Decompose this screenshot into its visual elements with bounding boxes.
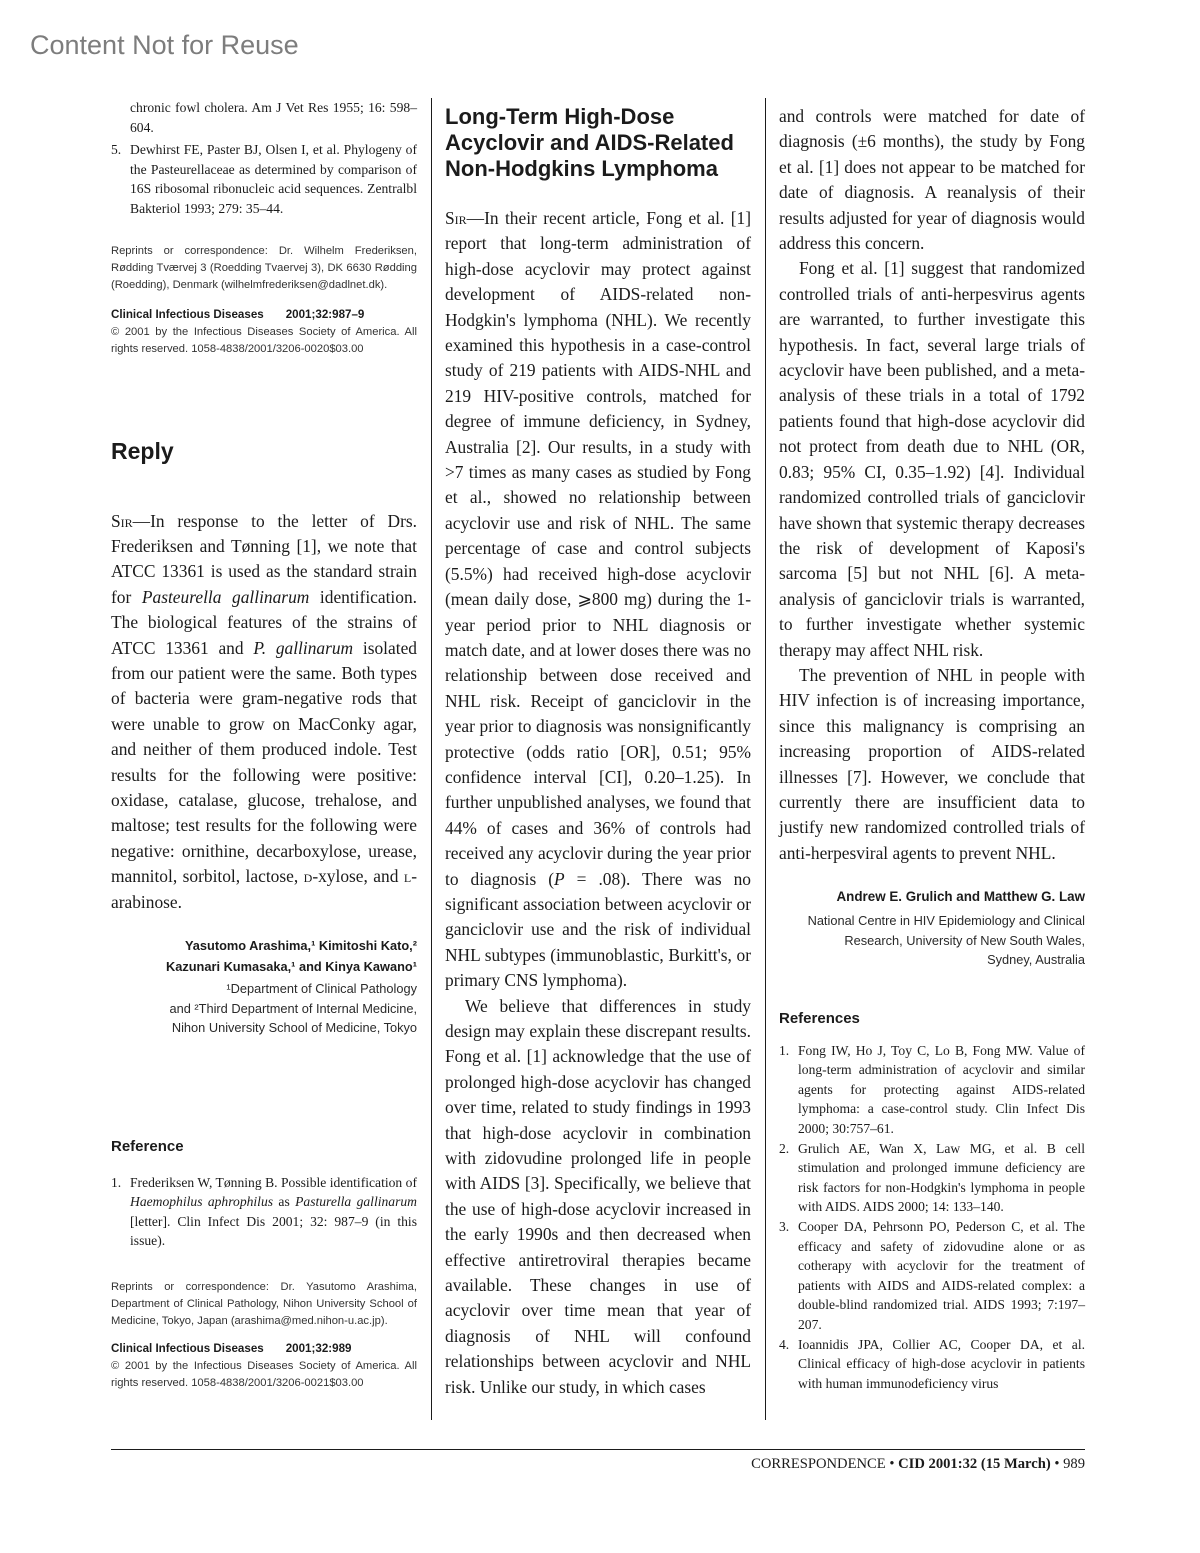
article-reference: 1. Fong IW, Ho J, Toy C, Lo B, Fong MW. Value of long-term administration of acyclovir and similar agents for protecting against AIDS-related lymphoma: a case-control study. Clin Infect Dis 2000; 30:757–61. <box>779 1042 1085 1137</box>
article-affiliation-line-3: Sydney, Australia <box>987 952 1085 968</box>
footer-page-number: 989 <box>1063 1456 1085 1472</box>
article-paragraph-1: Sir—In their recent article, Fong et al. [1] report that long-term administration of high-dose acyclovir may protect against development of AIDS-related non-Hodgkin's lymphoma (NHL). We recently examined this hypothesis in a case-control study of 219 patients with AIDS-NHL and 219 HIV-positive controls, matched for degree of immune deficiency, in Sydney, Australia [2]. Our results, in a study with >7 times as many cases as studied by Fong et al., showed no relationship between acyclovir use and risk of NHL. The same percentage of case and control subjects (5.5%) had received high-dose acyclovir (mean daily dose, ⩾800 mg) during the 1-year period prior to NHL diagnosis or match date, and at lower doses there was no relationship between dose received and NHL risk. Receipt of ganciclovir in the year prior to diagnosis was nonsignificantly protective (odds ratio [OR], 0.51; 95% confidence interval [CI], 0.20–1.25). In further unpublished analyses, we found that 44% of cases and 36% of controls had received any acyclovir during the year prior to diagnosis (P = .08). There was no significant association between acyclovir or ganciclovir use and the risk of individual NHL subtypes (immunoblastic, Burkitt's, or primary CNS lymphoma). <box>445 208 752 991</box>
article-affiliation-line-1: National Centre in HIV Epidemiology and Clinical <box>807 913 1085 929</box>
reply-affiliation-line-1: ¹Department of Clinical Pathology <box>226 981 417 997</box>
copyright-1: © 2001 by the Infectious Diseases Society of America. All rights reserved. 1058-4838/2001/3206-0020$03.00 <box>111 325 417 355</box>
column-rule-right <box>765 98 766 1420</box>
footer-rule <box>111 1449 1085 1450</box>
footer-date: (15 March) <box>980 1456 1051 1472</box>
article-reference: 4. Ioannidis JPA, Collier AC, Cooper DA, et al. Clinical efficacy of high-dose acyclovir in patients with human immunodeficiency virus <box>779 1336 1085 1391</box>
footer-journal: CID 2001:32 <box>898 1456 978 1472</box>
watermark: Content Not for Reuse <box>30 30 299 60</box>
reply-reference-list <box>111 1173 417 1251</box>
previous-reference-list <box>111 98 417 219</box>
journal-line-2: Clinical Infectious Diseases 2001;32:989 <box>111 1341 352 1355</box>
reply-affiliation-line-3: Nihon University School of Medicine, Tokyo <box>171 1020 417 1036</box>
article-reference: 3. Cooper DA, Pehrsonn PO, Pederson C, et al. The efficacy and safety of zidovudine alone or as cotherapy with acyclovir for the treatment of patients with AIDS and AIDS-related complex: a double-blind randomized trial. AIDS 1993; 7:197–207. <box>779 1219 1085 1332</box>
footer-separator: • <box>1054 1456 1060 1472</box>
column-3 <box>779 98 1085 1393</box>
reply-heading: Reply <box>111 437 174 464</box>
references-heading: References <box>779 1009 860 1027</box>
footer-section: CORRESPONDENCE <box>751 1456 886 1472</box>
article-paragraph-4: The prevention of NHL in people with HIV infection is of increasing importance, since this malignancy is comprising an increasing proportion of AIDS-related illnesses [7]. However, we conclude that currently there are insufficient data to justify new randomized controlled trials of anti-herpesviral agents to prevent NHL. <box>779 664 1085 863</box>
article-affiliation-line-2: Research, University of New South Wales, <box>844 932 1085 948</box>
reference-heading: Reference <box>111 1137 184 1155</box>
article-reference: 2. Grulich AE, Wan X, Law MG, et al. B cell stimulation and prolonged immune deficiency are risk factors for non-Hodgkin's lymphoma in people with AIDS. AIDS 2000; 14: 133–140. <box>779 1140 1085 1215</box>
reply-affiliation-line-2: and ²Third Department of Internal Medicine, <box>169 1000 417 1016</box>
article-title: Long-Term High-Dose Acyclovir and AIDS-Related Non-Hodgkins Lymphoma <box>445 104 734 181</box>
article-paragraph-3: Fong et al. [1] suggest that randomized controlled trials of anti-herpesvirus agents are warranted, to further investigate this hypothesis. In fact, several large trials of acyclovir have been published, and a meta-analysis of these trials in a total of 1792 patients found that high-dose acyclovir did not protect from death due to NHL (OR, 0.83; 95% CI, 0.35–1.92) [4]. Individual randomized controlled trials of ganciclovir have shown that systemic therapy decreases the risk of development of Kaposi's sarcoma [5] but not NHL [6]. A meta-analysis of ganciclovir trials is warranted, to further investigate whether systemic therapy may affect NHL risk. <box>779 258 1085 660</box>
reply-authors-line-1: Yasutomo Arashima,¹ Kimitoshi Kato,² <box>184 938 417 954</box>
journal-line-1: Clinical Infectious Diseases 2001;32:987–9 <box>111 307 365 321</box>
page-footer <box>751 1456 1085 1473</box>
article-reference-list <box>779 1041 1085 1394</box>
column-rule-left <box>431 98 432 1420</box>
article-authors: Andrew E. Grulich and Matthew G. Law <box>836 889 1085 905</box>
previous-reference-5: 5. Dewhirst FE, Paster BJ, Olsen I, et al. Phylogeny of the Pasteurellaceae as determined by comparison of 16S ribosomal ribonucleic acid sequences. Zentralbl Bakteriol 1993; 279: 35–44. <box>111 142 417 216</box>
reprints-note-2: Reprints or correspondence: Dr. Yasutomo Arashima, Department of Clinical Pathology, Nihon University School of Medicine, Tokyo, Japan (arashima@med.nihon-u.ac.jp). <box>111 1280 417 1327</box>
column-2 <box>445 98 751 1400</box>
article-paragraph-continued: and controls were matched for date of diagnosis (±6 months), the study by Fong et al. [1] does not appear to be matched for date of diagnosis. A reanalysis of their results adjusted for year of diagnosis would address this concern. <box>779 106 1085 254</box>
reply-authors-line-2: Kazunari Kumasaka,¹ and Kinya Kawano¹ <box>165 959 417 975</box>
reply-body: Sir—In response to the letter of Drs. Frederiksen and Tønning [1], we note that ATCC 13361 is used as the standard strain for Pasteurella gallinarum identification. The biological features of the strains of ATCC 13361 and P. gallinarum isolated from our patient were the same. Both types of bacteria were gram-negative rods that were unable to grow on MacConky agar, and neither of them produced indole. Test results for the following were positive: oxidase, catalase, glucose, trehalose, and maltose; test results for the following were negative: ornithine, decarboxylose, urease, mannitol, sorbitol, lactose, d-xylose, and l-arabinose. <box>111 510 417 912</box>
reply-reference-1: 1. Frederiksen W, Tønning B. Possible identification of Haemophilus aphrophilus as Pasturella gallinarum [letter]. Clin Infect Dis 2001; 32: 987–9 (in this issue). <box>111 1174 417 1249</box>
article-paragraph-2: We believe that differences in study design may explain these discrepant results. Fong et al. [1] acknowledge that the use of prolonged high-dose acyclovir has changed over time, related to study findings in 1993 that high-dose acyclovir in combination with zidovudine prolonged life in people with AIDS [3]. Specifically, we believe that the use of high-dose acyclovir increased in the early 1990s and then decreased when effective antiretroviral therapies became available. These changes in use of acyclovir over time mean that year of diagnosis of NHL will confound relationships between acyclovir and NHL risk. Unlike our study, in which cases <box>445 995 751 1397</box>
copyright-2: © 2001 by the Infectious Diseases Society of America. All rights reserved. 1058-4838/2001/3206-0021$03.00 <box>111 1359 417 1389</box>
previous-reference-tail: chronic fowl cholera. Am J Vet Res 1955; 16: 598–604. <box>130 100 417 135</box>
reprints-note-1: Reprints or correspondence: Dr. Wilhelm Frederiksen, Rødding Tværvej 3 (Roedding Tvaervej 3), DK 6630 Rødding (Roedding), Denmark (wilhelmfrederiksen@dadlnet.dk). <box>111 244 417 291</box>
column-1 <box>111 98 417 1392</box>
footer-separator: • <box>889 1456 895 1472</box>
